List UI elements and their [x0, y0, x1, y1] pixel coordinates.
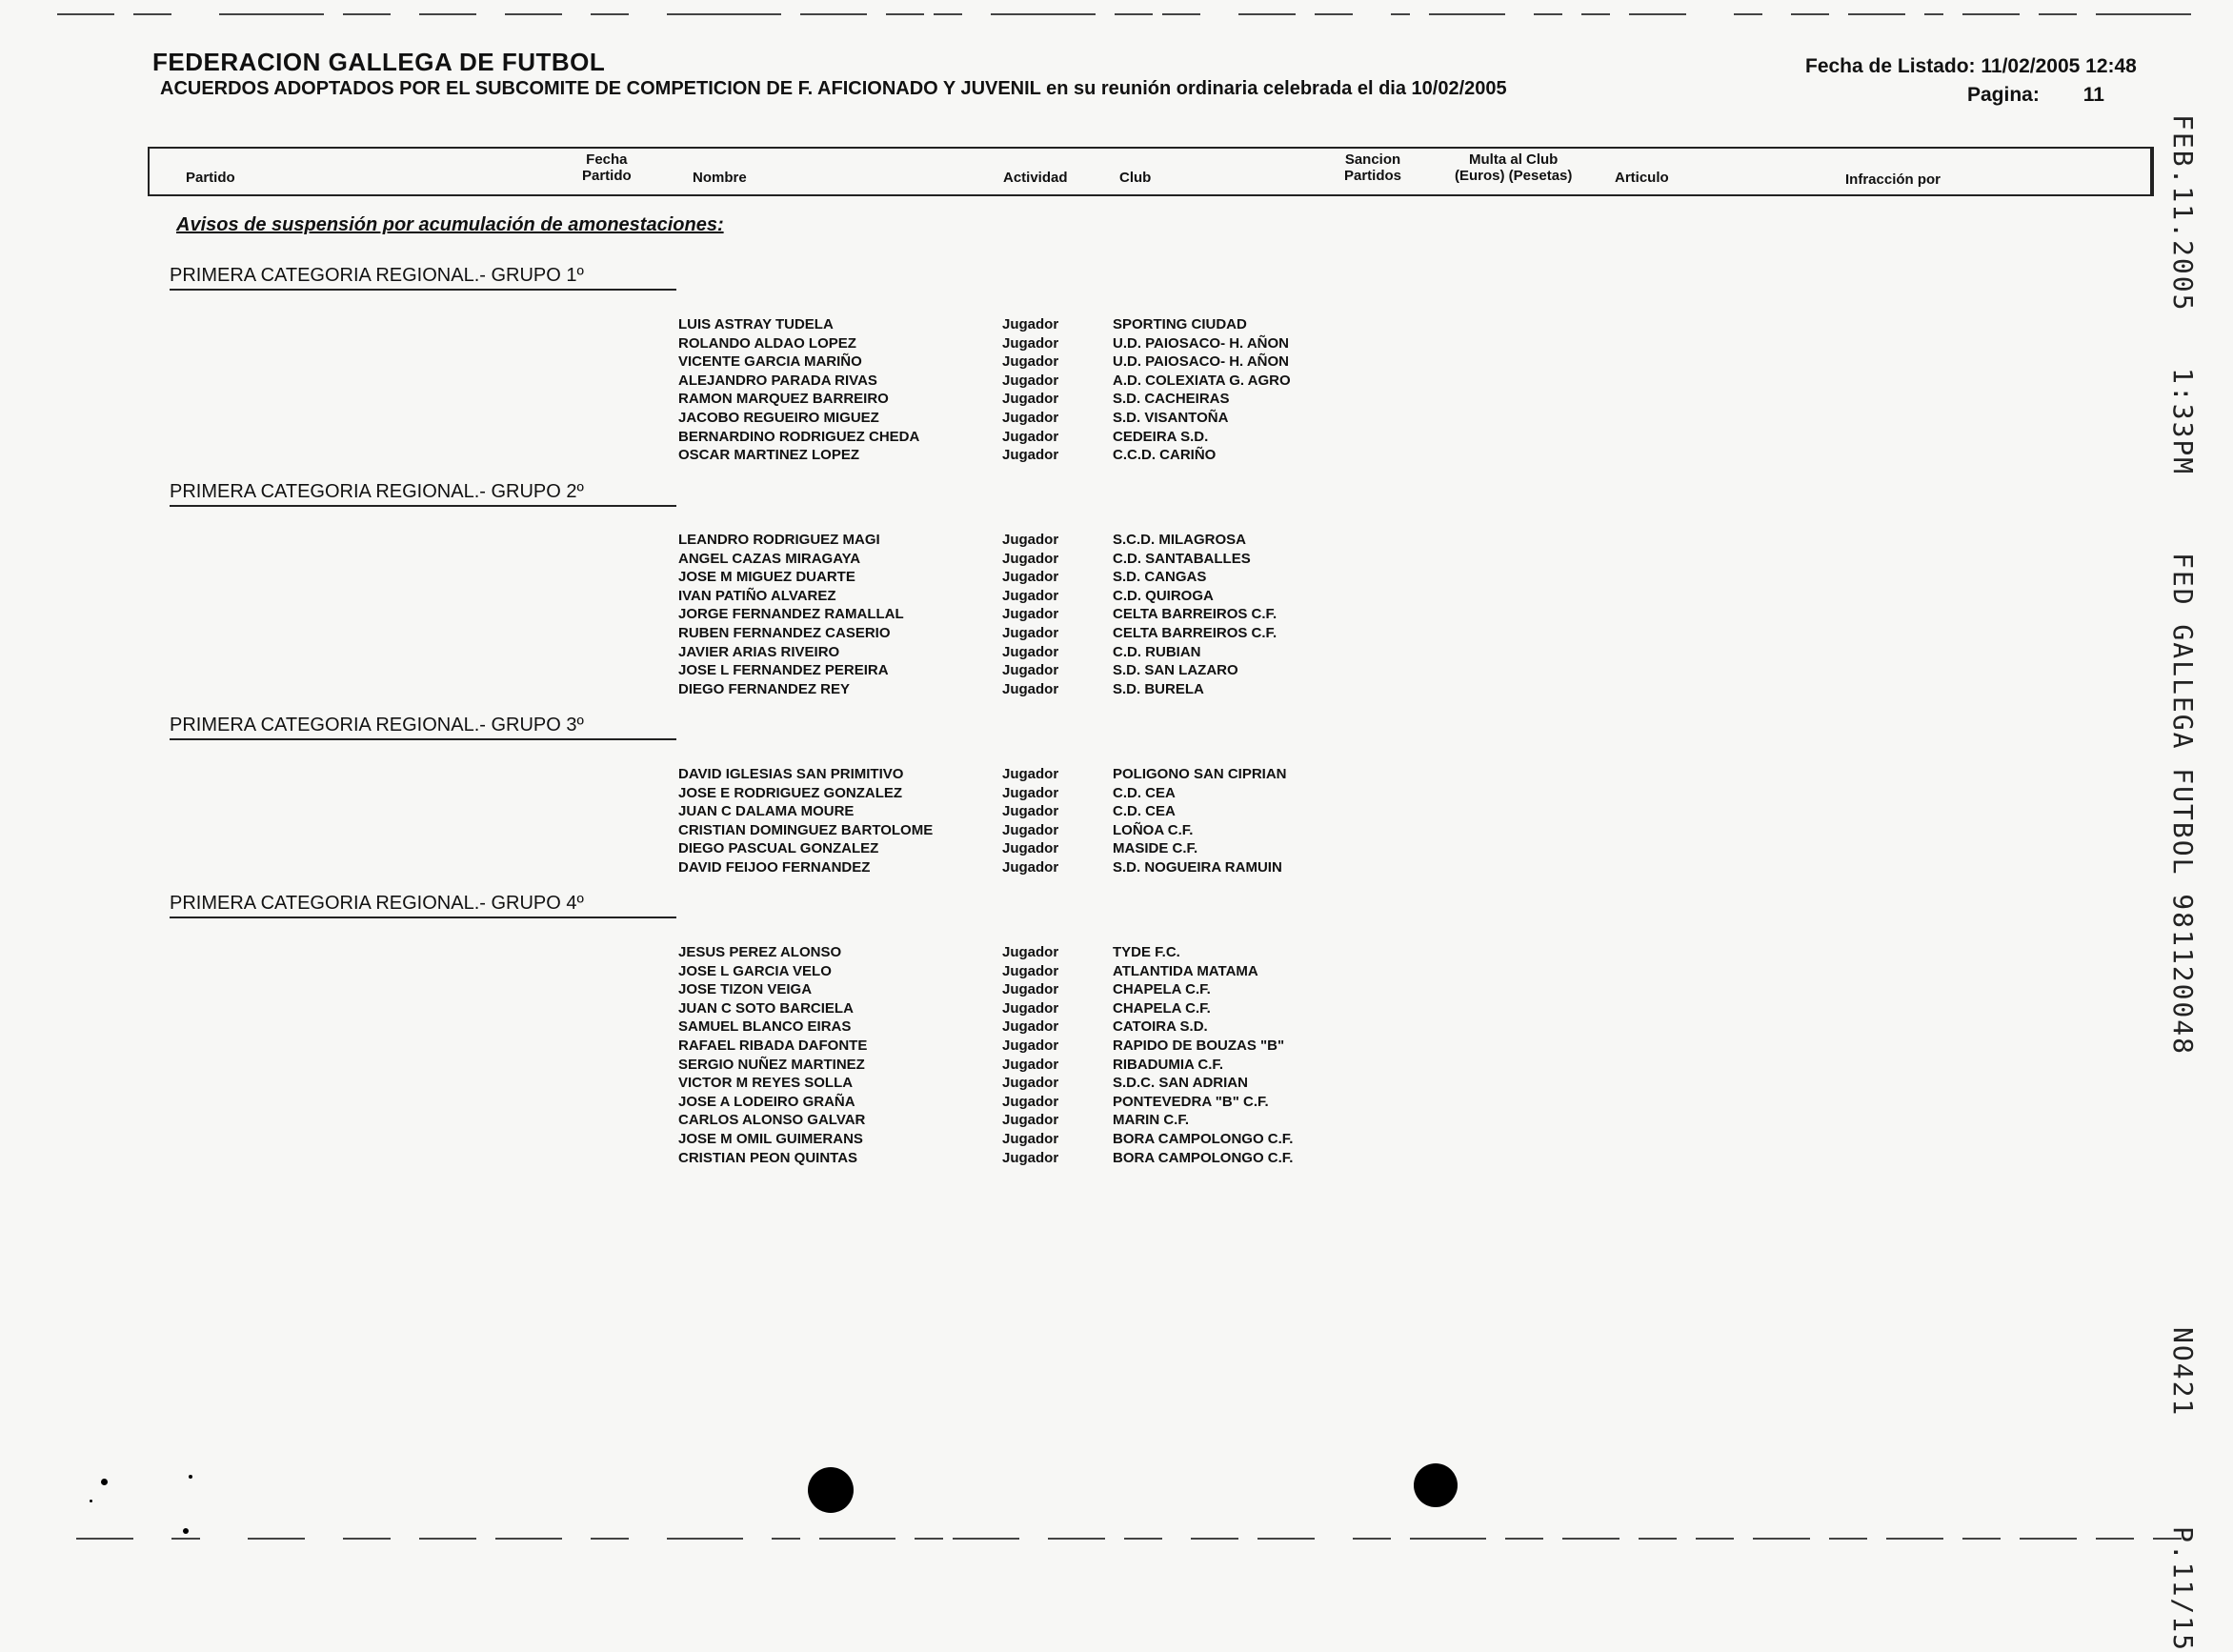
player-activity: Jugador [1002, 1000, 1059, 1017]
player-name: JOSE L FERNANDEZ PEREIRA [678, 662, 889, 678]
player-name: VICENTE GARCIA MARIÑO [678, 353, 862, 370]
player-name: VICTOR M REYES SOLLA [678, 1075, 854, 1091]
table-row [0, 1130, 1429, 1148]
player-club: CHAPELA C.F. [1113, 981, 1211, 997]
col-actividad: Actividad [1003, 170, 1068, 186]
table-row [0, 962, 1429, 980]
col-fecha-partido [582, 151, 632, 184]
player-activity: Jugador [1002, 1038, 1059, 1054]
table-row [0, 334, 1429, 353]
player-activity: Jugador [1002, 840, 1059, 856]
fax-page: P.11/15 [2167, 1526, 2199, 1652]
player-activity: Jugador [1002, 1094, 1059, 1110]
player-name: JOSE L GARCIA VELO [678, 963, 832, 979]
table-row [0, 409, 1429, 427]
document-title: FEDERACION GALLEGA DE FUTBOL [152, 48, 606, 76]
table-row [0, 1111, 1429, 1129]
scan-speck [101, 1479, 108, 1485]
player-club: C.C.D. CARIÑO [1113, 447, 1217, 463]
table-row [0, 568, 1429, 586]
player-activity: Jugador [1002, 391, 1059, 407]
player-name: LEANDRO RODRIGUEZ MAGI [678, 532, 880, 548]
player-club: C.D. QUIROGA [1113, 588, 1214, 604]
player-club: S.D. VISANTOÑA [1113, 410, 1229, 426]
player-activity: Jugador [1002, 373, 1059, 389]
player-name: JACOBO REGUEIRO MIGUEZ [678, 410, 879, 426]
player-name: SERGIO NUÑEZ MARTINEZ [678, 1057, 865, 1073]
player-club: A.D. COLEXIATA G. AGRO [1113, 373, 1291, 389]
player-activity: Jugador [1002, 944, 1059, 960]
table-row [0, 390, 1429, 408]
player-name: JUAN C DALAMA MOURE [678, 803, 855, 819]
table-row [0, 1093, 1429, 1111]
player-activity: Jugador [1002, 1018, 1059, 1035]
player-club: C.D. SANTABALLES [1113, 551, 1251, 567]
table-row [0, 999, 1429, 1017]
suspension-notice-heading: Avisos de suspensión por acumulación de amonestaciones: [176, 214, 724, 235]
section-title: PRIMERA CATEGORIA REGIONAL.- GRUPO 2º [170, 481, 676, 507]
player-name: CRISTIAN DOMINGUEZ BARTOLOME [678, 822, 934, 838]
player-activity: Jugador [1002, 785, 1059, 801]
player-activity: Jugador [1002, 1112, 1059, 1128]
fax-date: FEB.11.2005 [2167, 114, 2199, 312]
player-activity: Jugador [1002, 1057, 1059, 1073]
player-name: BERNARDINO RODRIGUEZ CHEDA [678, 429, 920, 445]
column-header-box [148, 147, 2154, 196]
player-activity: Jugador [1002, 410, 1059, 426]
player-club: POLIGONO SAN CIPRIAN [1113, 766, 1287, 782]
player-name: JOSE M MIGUEZ DUARTE [678, 569, 855, 585]
player-name: RAMON MARQUEZ BARREIRO [678, 391, 889, 407]
col-sancion-line2: Partidos [1344, 168, 1402, 184]
listing-date [1805, 55, 2137, 78]
col-nombre: Nombre [693, 170, 747, 186]
player-name: RAFAEL RIBADA DAFONTE [678, 1038, 868, 1054]
player-name: JUAN C SOTO BARCIELA [678, 1000, 854, 1017]
table-row [0, 661, 1429, 679]
player-activity: Jugador [1002, 447, 1059, 463]
table-row [0, 839, 1429, 857]
player-activity: Jugador [1002, 316, 1059, 332]
player-club: S.D. SAN LAZARO [1113, 662, 1238, 678]
col-articulo: Articulo [1615, 170, 1669, 186]
scan-speck [183, 1528, 189, 1534]
table-row [0, 353, 1429, 371]
player-name: CRISTIAN PEON QUINTAS [678, 1150, 858, 1166]
player-activity: Jugador [1002, 551, 1059, 567]
fax-sender: FED GALLEGA FUTBOL 981120048 [2167, 553, 2199, 1057]
table-row [0, 428, 1429, 446]
player-activity: Jugador [1002, 353, 1059, 370]
player-activity: Jugador [1002, 644, 1059, 660]
player-name: CARLOS ALONSO GALVAR [678, 1112, 866, 1128]
punch-hole-left [808, 1467, 854, 1513]
table-row [0, 587, 1429, 605]
table-row [0, 643, 1429, 661]
player-name: ROLANDO ALDAO LOPEZ [678, 335, 856, 352]
player-club: SPORTING CIUDAD [1113, 316, 1247, 332]
col-multa-line2: (Euros) (Pesetas) [1455, 168, 1573, 184]
player-club: S.D. BURELA [1113, 681, 1204, 697]
col-infraccion: Infracción por [1845, 171, 1941, 188]
player-name: LUIS ASTRAY TUDELA [678, 316, 834, 332]
player-club: C.D. RUBIAN [1113, 644, 1201, 660]
table-row [0, 605, 1429, 623]
col-fecha-line1: Fecha [586, 151, 628, 168]
table-row [0, 1056, 1429, 1074]
player-activity: Jugador [1002, 1131, 1059, 1147]
player-activity: Jugador [1002, 625, 1059, 641]
table-row [0, 315, 1429, 333]
player-activity: Jugador [1002, 766, 1059, 782]
col-sancion [1344, 151, 1401, 184]
table-row [0, 531, 1429, 549]
player-club: S.D. CACHEIRAS [1113, 391, 1230, 407]
fax-number: NO421 [2167, 1327, 2199, 1418]
col-club: Club [1119, 170, 1152, 186]
table-row [0, 821, 1429, 839]
player-activity: Jugador [1002, 569, 1059, 585]
scan-speck [90, 1500, 92, 1502]
player-club: RAPIDO DE BOUZAS "B" [1113, 1038, 1285, 1054]
player-club: S.D. NOGUEIRA RAMUIN [1113, 859, 1282, 876]
player-activity: Jugador [1002, 803, 1059, 819]
player-club: MASIDE C.F. [1113, 840, 1198, 856]
col-sancion-line1: Sancion [1344, 151, 1401, 168]
player-activity: Jugador [1002, 532, 1059, 548]
player-activity: Jugador [1002, 606, 1059, 622]
listing-date-label: Fecha de Listado: [1805, 55, 1976, 77]
player-club: TYDE F.C. [1113, 944, 1180, 960]
table-row [0, 624, 1429, 642]
fax-time: 1:33PM [2167, 368, 2199, 476]
col-multa-line1: Multa al Club [1469, 151, 1559, 168]
player-name: JORGE FERNANDEZ RAMALLAL [678, 606, 904, 622]
player-name: OSCAR MARTINEZ LOPEZ [678, 447, 859, 463]
player-activity: Jugador [1002, 981, 1059, 997]
scan-border-bottom [57, 1538, 2191, 1541]
table-row [0, 1074, 1429, 1092]
player-name: JOSE M OMIL GUIMERANS [678, 1131, 863, 1147]
player-club: U.D. PAIOSACO- H. AÑON [1113, 335, 1290, 352]
player-activity: Jugador [1002, 963, 1059, 979]
player-activity: Jugador [1002, 822, 1059, 838]
table-row [0, 446, 1429, 464]
section-title: PRIMERA CATEGORIA REGIONAL.- GRUPO 1º [170, 265, 676, 291]
table-row [0, 1149, 1429, 1167]
player-name: JOSE TIZON VEIGA [678, 981, 813, 997]
player-name: ANGEL CAZAS MIRAGAYA [678, 551, 861, 567]
table-row [0, 680, 1429, 698]
player-club: BORA CAMPOLONGO C.F. [1113, 1150, 1294, 1166]
player-name: JOSE E RODRIGUEZ GONZALEZ [678, 785, 903, 801]
player-club: MARIN C.F. [1113, 1112, 1189, 1128]
scan-border-top [57, 13, 2191, 17]
document-subtitle: ACUERDOS ADOPTADOS POR EL SUBCOMITE DE COMPETICION DE F. AFICIONADO Y JUVENIL en su reunión ordinaria celebrada el dia 10/02/2005 [160, 78, 1507, 99]
section-title: PRIMERA CATEGORIA REGIONAL.- GRUPO 3º [170, 715, 676, 740]
player-name: DIEGO PASCUAL GONZALEZ [678, 840, 879, 856]
player-activity: Jugador [1002, 335, 1059, 352]
table-row [0, 1037, 1429, 1055]
player-club: S.D. CANGAS [1113, 569, 1207, 585]
col-fecha-line2: Partido [582, 168, 632, 184]
player-name: JOSE A LODEIRO GRAÑA [678, 1094, 855, 1110]
player-name: IVAN PATIÑO ALVAREZ [678, 588, 836, 604]
table-row [0, 550, 1429, 568]
table-row [0, 1017, 1429, 1036]
table-row [0, 372, 1429, 390]
player-club: C.D. CEA [1113, 785, 1176, 801]
player-name: RUBEN FERNANDEZ CASERIO [678, 625, 891, 641]
col-partido: Partido [186, 170, 235, 186]
player-club: U.D. PAIOSACO- H. AÑON [1113, 353, 1290, 370]
player-club: BORA CAMPOLONGO C.F. [1113, 1131, 1294, 1147]
table-row [0, 980, 1429, 998]
player-name: DAVID IGLESIAS SAN PRIMITIVO [678, 766, 904, 782]
player-club: RIBADUMIA C.F. [1113, 1057, 1224, 1073]
punch-hole-right [1414, 1463, 1458, 1507]
player-club: CELTA BARREIROS C.F. [1113, 625, 1277, 641]
player-activity: Jugador [1002, 859, 1059, 876]
player-activity: Jugador [1002, 681, 1059, 697]
player-name: JESUS PEREZ ALONSO [678, 944, 842, 960]
player-club: PONTEVEDRA "B" C.F. [1113, 1094, 1269, 1110]
player-club: S.C.D. MILAGROSA [1113, 532, 1247, 548]
player-activity: Jugador [1002, 1075, 1059, 1091]
player-name: ALEJANDRO PARADA RIVAS [678, 373, 877, 389]
player-club: LOÑOA C.F. [1113, 822, 1194, 838]
player-activity: Jugador [1002, 662, 1059, 678]
table-row [0, 858, 1429, 876]
section-title: PRIMERA CATEGORIA REGIONAL.- GRUPO 4º [170, 893, 676, 918]
player-club: C.D. CEA [1113, 803, 1176, 819]
player-club: CEDEIRA S.D. [1113, 429, 1209, 445]
player-club: CELTA BARREIROS C.F. [1113, 606, 1277, 622]
page-number: 11 [2082, 84, 2104, 106]
table-row [0, 784, 1429, 802]
table-row [0, 943, 1429, 961]
player-club: ATLANTIDA MATAMA [1113, 963, 1258, 979]
table-row [0, 765, 1429, 783]
player-name: DAVID FEIJOO FERNANDEZ [678, 859, 871, 876]
scan-speck [189, 1475, 192, 1479]
player-club: CHAPELA C.F. [1113, 1000, 1211, 1017]
player-club: S.D.C. SAN ADRIAN [1113, 1075, 1248, 1091]
listing-date-value: 11/02/2005 12:48 [1981, 55, 2137, 77]
player-name: SAMUEL BLANCO EIRAS [678, 1018, 852, 1035]
player-name: JAVIER ARIAS RIVEIRO [678, 644, 840, 660]
player-name: DIEGO FERNANDEZ REY [678, 681, 851, 697]
table-row [0, 802, 1429, 820]
page-label: Pagina: [1967, 84, 2040, 106]
col-multa [1455, 151, 1572, 184]
player-activity: Jugador [1002, 1150, 1059, 1166]
fax-transmission-stamp [2167, 114, 2199, 1652]
player-activity: Jugador [1002, 429, 1059, 445]
player-club: CATOIRA S.D. [1113, 1018, 1208, 1035]
page-indicator [1967, 84, 2104, 107]
player-activity: Jugador [1002, 588, 1059, 604]
